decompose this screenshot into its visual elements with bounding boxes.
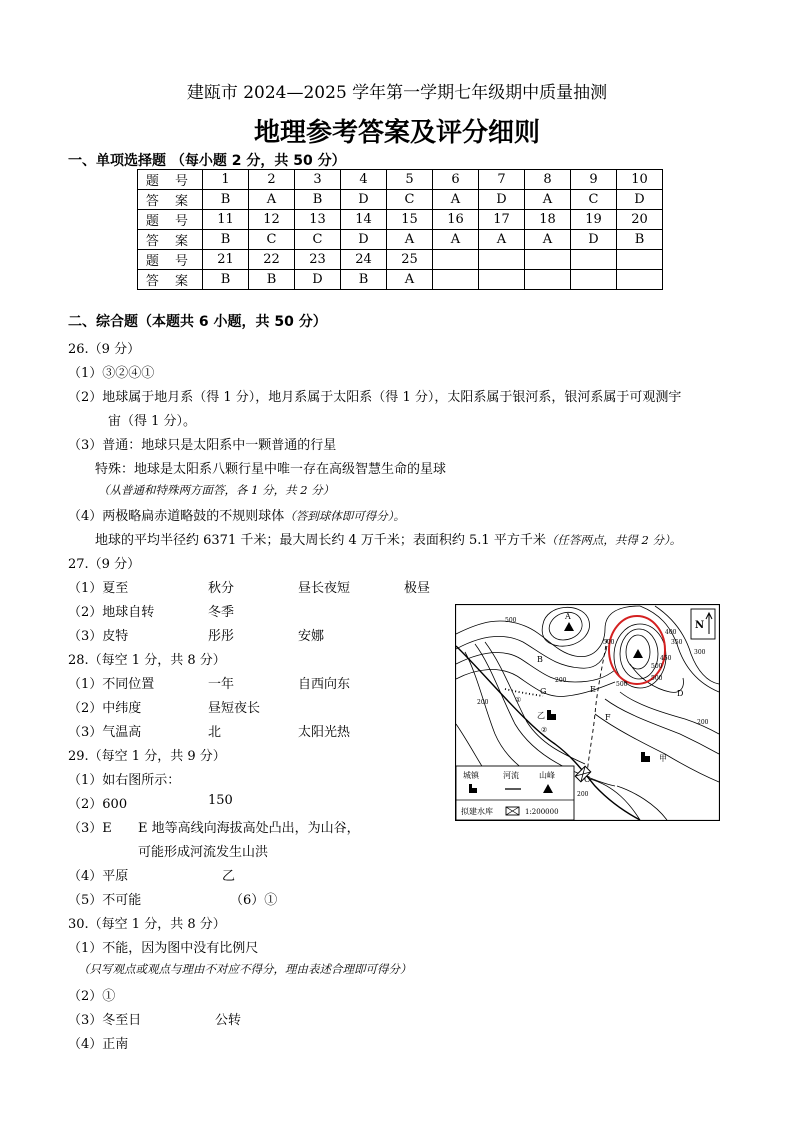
label-circle-2: ② bbox=[541, 726, 548, 734]
answer-cell: A bbox=[525, 190, 571, 210]
answer-cell bbox=[479, 270, 525, 290]
q28-r1-c1: （1）不同位置 bbox=[68, 677, 155, 692]
answer-cell: B bbox=[617, 230, 663, 250]
q29-answer-3b: E 地等高线向海拔高处凸出，为山谷， bbox=[138, 821, 360, 836]
question-number-cell: 22 bbox=[249, 250, 295, 270]
q30-answer-3b: 公转 bbox=[215, 1013, 242, 1028]
town-icon-part bbox=[645, 756, 650, 762]
answer-cell: B bbox=[295, 190, 341, 210]
question-number-cell: 8 bbox=[525, 170, 571, 190]
q28-r2-c2: 昼短夜长 bbox=[208, 701, 261, 716]
contour-value: 500 bbox=[603, 639, 615, 646]
q28-r2-c1: （2）中纬度 bbox=[68, 701, 142, 716]
question-number-cell: 25 bbox=[387, 250, 433, 270]
q26-answer-4b-note: （任答两点，共得 2 分）。 bbox=[545, 533, 682, 547]
question-number-cell: 11 bbox=[203, 210, 249, 230]
q30-heading: 30.（每空 1 分，共 8 分） bbox=[68, 917, 226, 932]
answer-cell: A bbox=[433, 230, 479, 250]
q29-answer-4b: 乙 bbox=[222, 869, 236, 884]
q26-answer-2b: 宙（得 1 分）。 bbox=[108, 414, 197, 429]
legend-scale: 1:200000 bbox=[525, 808, 559, 816]
q28-r3-c1: （3）气温高 bbox=[68, 725, 142, 740]
town-icon-part bbox=[547, 710, 551, 720]
answer-cell: A bbox=[387, 230, 433, 250]
contour-value: 200 bbox=[555, 677, 567, 684]
q29-answer-3a: （3）E bbox=[68, 821, 112, 836]
answer-cell: D bbox=[341, 230, 387, 250]
label-a: A bbox=[565, 612, 571, 621]
row-header-answer: 答 案 bbox=[138, 230, 203, 250]
answer-cell: A bbox=[433, 190, 479, 210]
contour-value: 200 bbox=[697, 719, 709, 726]
question-number-cell: 6 bbox=[433, 170, 479, 190]
q26-heading: 26.（9 分） bbox=[68, 342, 141, 357]
answer-cell: B bbox=[203, 270, 249, 290]
label-e: E bbox=[590, 685, 596, 694]
row-header-answer: 答 案 bbox=[138, 190, 203, 210]
contour-value: 450 bbox=[660, 655, 672, 662]
q26-answer-4b-text: 地球的平均半径约 6371 千米；最大周长约 4 万千米；表面积约 5.1 平方千米 bbox=[95, 533, 546, 548]
q30-answer-1: （1）不能，因为图中没有比例尺 bbox=[68, 941, 259, 956]
q28-r1-c3: 自西向东 bbox=[298, 677, 351, 692]
row-header-number: 题 号 bbox=[138, 170, 203, 190]
table-row-answers bbox=[138, 190, 663, 210]
question-number-cell bbox=[617, 250, 663, 270]
legend-reservoir-icon bbox=[506, 807, 519, 815]
section2-heading: 二、综合题（本题共 6 小题，共 50 分） bbox=[68, 314, 327, 330]
q28-r3-c2: 北 bbox=[208, 725, 222, 740]
question-number-cell: 15 bbox=[387, 210, 433, 230]
answer-cell: B bbox=[203, 230, 249, 250]
answer-cell: D bbox=[479, 190, 525, 210]
contour-value: 400 bbox=[665, 629, 677, 636]
q27-r3-c2: 彤彤 bbox=[208, 629, 235, 644]
q30-scoring-note: （只写观点或观点与理由不对应不得分，理由表述合理即可得分） bbox=[78, 962, 412, 976]
question-number-cell: 5 bbox=[387, 170, 433, 190]
q29-answer-2b: 150 bbox=[208, 793, 233, 808]
label-b: B bbox=[537, 655, 543, 664]
answer-cell: A bbox=[479, 230, 525, 250]
q26-answer-1: （1）③②④① bbox=[68, 366, 155, 381]
answer-table bbox=[137, 169, 663, 290]
section1-heading: 一、单项选择题 （每小题 2 分，共 50 分） bbox=[68, 153, 346, 169]
label-d: D bbox=[677, 689, 684, 698]
question-number-cell: 14 bbox=[341, 210, 387, 230]
table-row-numbers bbox=[138, 210, 663, 230]
q26-answer-3a: （3）普通：地球只是太阳系中一颗普通的行星 bbox=[68, 438, 337, 453]
q26-answer-3b: 特殊：地球是太阳系八颗行星中唯一存在高级智慧生命的星球 bbox=[95, 462, 447, 477]
q27-heading: 27.（9 分） bbox=[68, 557, 141, 572]
question-number-cell: 1 bbox=[203, 170, 249, 190]
answer-cell: C bbox=[571, 190, 617, 210]
legend-town-part bbox=[472, 788, 477, 793]
legend-town-label: 城镇 bbox=[463, 771, 479, 780]
question-number-cell bbox=[525, 250, 571, 270]
answer-cell: C bbox=[295, 230, 341, 250]
answer-cell bbox=[571, 270, 617, 290]
question-number-cell bbox=[571, 250, 617, 270]
q26-scoring-note: （从普通和特殊两方面答，各 1 分，共 2 分） bbox=[98, 483, 335, 497]
answer-cell: A bbox=[387, 270, 433, 290]
contour-value: 500 bbox=[616, 681, 628, 688]
map-legend bbox=[456, 766, 574, 820]
answer-cell: D bbox=[295, 270, 341, 290]
table-row-answers bbox=[138, 230, 663, 250]
contour-value: 500 bbox=[505, 617, 517, 624]
q28-heading: 28.（每空 1 分，共 8 分） bbox=[68, 653, 226, 668]
q26-answer-2a: （2）地球属于地月系（得 1 分），地月系属于太阳系（得 1 分），太阳系属于银河系，银河系属于可观测宇 bbox=[68, 390, 682, 405]
question-number-cell: 23 bbox=[295, 250, 341, 270]
q27-r1-c3: 昼长夜短 bbox=[298, 581, 351, 596]
answer-cell: A bbox=[525, 230, 571, 250]
north-label: N bbox=[695, 620, 705, 631]
contour-map bbox=[455, 604, 720, 821]
answer-cell bbox=[433, 270, 479, 290]
row-header-number: 题 号 bbox=[138, 250, 203, 270]
answer-cell bbox=[525, 270, 571, 290]
contour-value: 500 bbox=[651, 675, 663, 682]
label-zhi: 乙 bbox=[537, 711, 545, 720]
question-number-cell bbox=[433, 250, 479, 270]
q30-answer-4: （4）正南 bbox=[68, 1037, 129, 1052]
q28-r3-c3: 太阳光热 bbox=[298, 725, 351, 740]
q29-answer-2a: （2）600 bbox=[68, 797, 128, 812]
q30-answer-3a: （3）冬至日 bbox=[68, 1013, 142, 1028]
row-header-number: 题 号 bbox=[138, 210, 203, 230]
answer-cell: A bbox=[249, 190, 295, 210]
q29-answer-5: （5）不可能 bbox=[68, 893, 142, 908]
q26-answer-4a-text: （4）两极略扁赤道略鼓的不规则球体 bbox=[68, 509, 285, 524]
q29-answer-1: （1）如右图所示： bbox=[68, 773, 181, 788]
contour-value: 300 bbox=[694, 649, 706, 656]
q27-r2-c1: （2）地球自转 bbox=[68, 605, 155, 620]
question-number-cell: 4 bbox=[341, 170, 387, 190]
label-f: F bbox=[605, 713, 611, 722]
table-row-numbers bbox=[138, 170, 663, 190]
q26-answer-4a bbox=[68, 505, 405, 524]
contour-value: 200 bbox=[477, 699, 489, 706]
answer-cell: D bbox=[571, 230, 617, 250]
answer-cell bbox=[617, 270, 663, 290]
question-number-cell: 7 bbox=[479, 170, 525, 190]
q28-r1-c2: 一年 bbox=[208, 677, 235, 692]
town-icon-part bbox=[641, 752, 645, 762]
q27-r3-c3: 安娜 bbox=[298, 629, 325, 644]
answer-cell: B bbox=[203, 190, 249, 210]
question-number-cell: 21 bbox=[203, 250, 249, 270]
question-number-cell: 9 bbox=[571, 170, 617, 190]
label-jia: 甲 bbox=[659, 754, 667, 763]
q27-r2-c2: 冬季 bbox=[208, 605, 235, 620]
question-number-cell: 16 bbox=[433, 210, 479, 230]
q30-answer-2: （2）① bbox=[68, 989, 116, 1004]
row-header-answer: 答 案 bbox=[138, 270, 203, 290]
question-number-cell: 17 bbox=[479, 210, 525, 230]
q29-answer-4a: （4）平原 bbox=[68, 869, 129, 884]
q26-answer-4a-note: （答到球体即可得分）。 bbox=[284, 509, 406, 523]
question-number-cell: 10 bbox=[617, 170, 663, 190]
q29-answer-3c: 可能形成河流发生山洪 bbox=[138, 845, 269, 860]
q26-answer-4b bbox=[95, 529, 681, 548]
label-g: G bbox=[540, 687, 547, 696]
answer-cell: D bbox=[617, 190, 663, 210]
contour-value: 200 bbox=[577, 791, 589, 798]
q27-r1-c4: 极昼 bbox=[404, 581, 431, 596]
question-number-cell: 2 bbox=[249, 170, 295, 190]
answer-cell: D bbox=[341, 190, 387, 210]
table-row-numbers bbox=[138, 250, 663, 270]
q29-answer-6: （6）① bbox=[230, 893, 278, 908]
legend-reservoir-label: 拟建水库 bbox=[461, 807, 493, 816]
contour-value: 500 bbox=[651, 663, 663, 670]
question-number-cell: 3 bbox=[295, 170, 341, 190]
town-icon-part bbox=[551, 714, 556, 720]
answer-cell: B bbox=[341, 270, 387, 290]
q27-r1-c1: （1）夏至 bbox=[68, 581, 129, 596]
question-number-cell: 13 bbox=[295, 210, 341, 230]
legend-river-label: 河流 bbox=[503, 771, 519, 780]
question-number-cell: 12 bbox=[249, 210, 295, 230]
label-c: C bbox=[584, 775, 591, 784]
answer-cell: B bbox=[249, 270, 295, 290]
exam-subtitle: 建瓯市 2024—2025 学年第一学期七年级期中质量抽测 bbox=[186, 83, 608, 103]
q27-r3-c1: （3）皮特 bbox=[68, 629, 129, 644]
answer-cell: C bbox=[387, 190, 433, 210]
table-row-answers bbox=[138, 270, 663, 290]
question-number-cell bbox=[479, 250, 525, 270]
contour-value: 350 bbox=[671, 639, 683, 646]
question-number-cell: 20 bbox=[617, 210, 663, 230]
question-number-cell: 24 bbox=[341, 250, 387, 270]
question-number-cell: 18 bbox=[525, 210, 571, 230]
q27-r1-c2: 秋分 bbox=[208, 581, 235, 596]
label-circle-1: ① bbox=[515, 696, 522, 704]
legend-town-part bbox=[469, 784, 472, 793]
page-title: 地理参考答案及评分细则 bbox=[253, 118, 540, 148]
legend-peak-label: 山峰 bbox=[539, 771, 555, 780]
question-number-cell: 19 bbox=[571, 210, 617, 230]
answer-cell: C bbox=[249, 230, 295, 250]
q29-heading: 29.（每空 1 分，共 9 分） bbox=[68, 749, 226, 764]
